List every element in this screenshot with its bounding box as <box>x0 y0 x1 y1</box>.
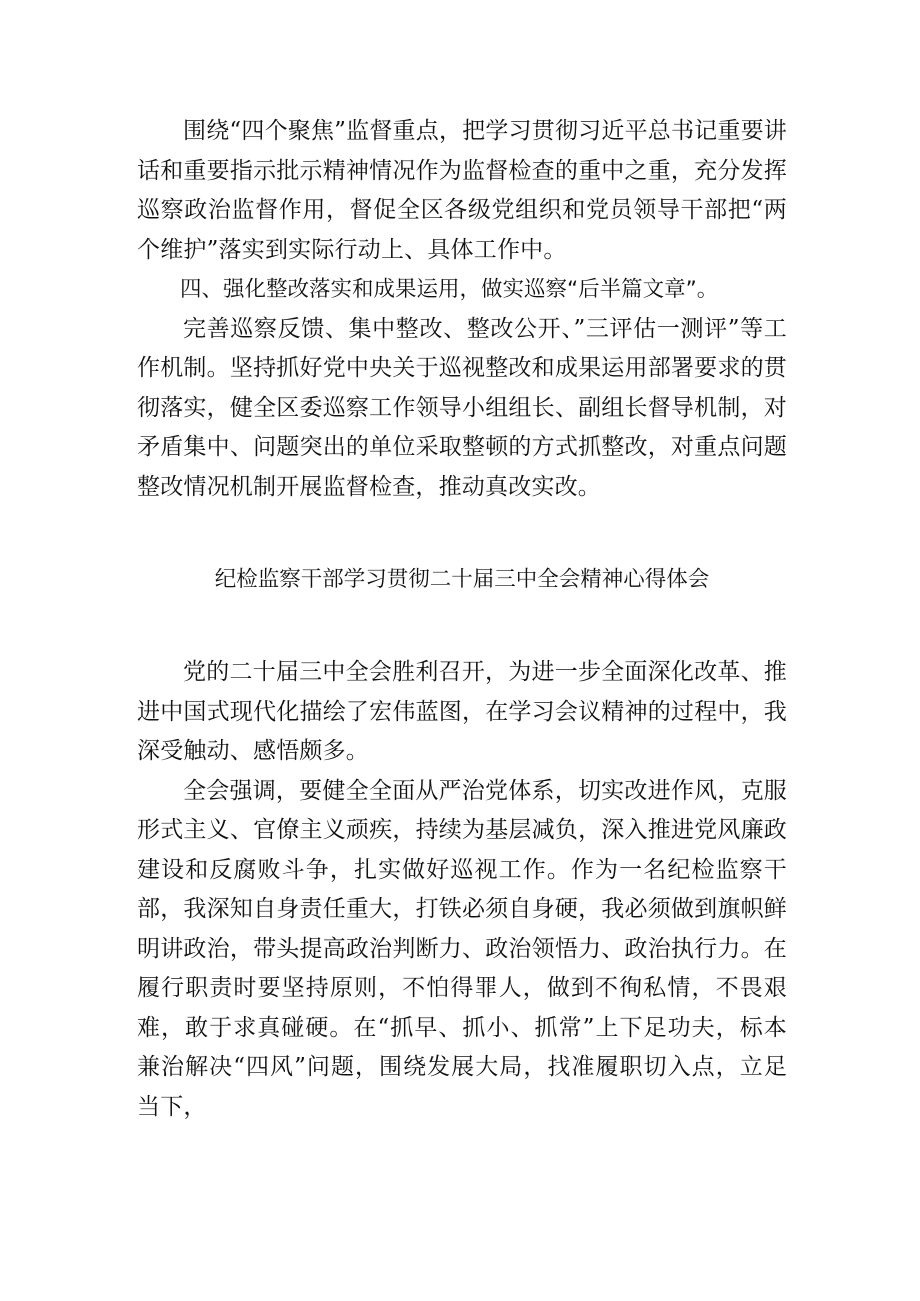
paragraph-plenum-emphasis: 全会强调，要健全全面从严治党体系，切实改进作风，克服形式主义、官僚主义顽疾，持续为基层减负，深入推进党风廉政建设和反腐败斗争，扎实做好巡视工作。作为一名纪检监察干部，我深知自身责任重大，打铁必须自身硬，我必须做到旗帜鲜明讲政治，带头提高政治判断力、政治领悟力、政治执行力。在履行职责时要坚持原则，不怕得罪人，做到不徇私情，不畏艰难，敢于求真碰硬。在“抓早、抓小、抓常”上下足功夫，标本兼治解决“四风”问题，围绕发展大局，找准履职切入点，立足当下， <box>137 777 787 1120</box>
section-heading-four: 四、强化整改落实和成果运用，做实巡察“后半篇文章”。 <box>180 277 719 302</box>
paragraph-four-focuses: 围绕“四个聚焦”监督重点，把学习贯彻习近平总书记重要讲话和重要指示批示精神情况作为监督检查的重中之重，充分发挥巡察政治监督作用，督促全区各级党组织和党员领导干部把“两个维护”落实到实际行动上、具体工作中。 <box>137 118 787 263</box>
article-title: 纪检监察干部学习贯彻二十届三中全会精神心得体会 <box>214 567 710 592</box>
paragraph-rectification-mechanism: 完善巡察反馈、集中整改、整改公开、”三评估一测评”等工作机制。坚持抓好党中央关于巡视整改和成果运用部署要求的贯彻落实，健全区委巡察工作领导小组组长、副组长督导机制，对矛盾集中、问题突出的单位采取整顿的方式抓整改，对重点问题整改情况机制开展监督检查，推动真改实改。 <box>137 315 787 500</box>
paragraph-plenum-intro: 党的二十届三中全会胜利召开，为进一步全面深化改革、推进中国式现代化描绘了宏伟蓝图，在学习会议精神的过程中，我深受触动、感悟颇多。 <box>137 659 787 764</box>
document-page <box>137 112 787 1127</box>
